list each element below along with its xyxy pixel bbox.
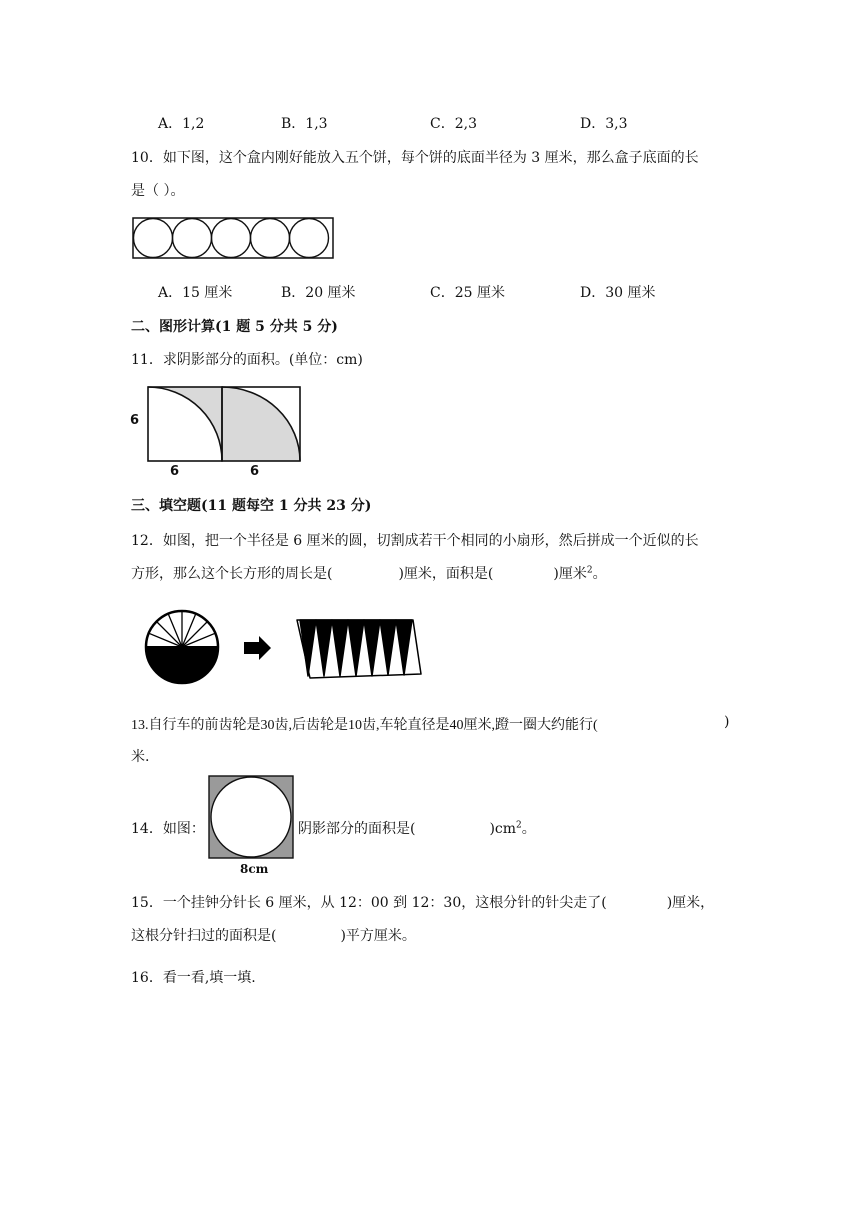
q11-shaded-figure <box>128 382 310 482</box>
q15-line1 <box>131 892 714 912</box>
q13-line2: 米. <box>131 749 150 765</box>
q9-option-a: A．1,2 <box>158 116 205 132</box>
q15-line2-a: 这根分针扫过的面积是( <box>131 928 277 944</box>
q15-line2-b: )平方厘米。 <box>340 928 416 944</box>
q12-line2-b: )厘米，面积是( <box>398 566 494 582</box>
q14-square-circle-figure <box>208 775 296 861</box>
q10-box-figure <box>130 215 336 261</box>
section3-title: 三、填空题(11 题每空 1 分共 23 分) <box>131 498 372 514</box>
q10-line1: 10．如下图，这个盒内刚好能放入五个饼，每个饼的底面半径为 3 厘米，那么盒子底面的长 <box>131 150 699 166</box>
q10-option-a: A．15 厘米 <box>158 285 233 301</box>
q11-label-bottom-right: 6 <box>250 464 260 479</box>
q10-option-b: B．20 厘米 <box>281 285 356 301</box>
q13-line1-a: 13.自行车的前齿轮是30齿,后齿轮是10齿,车轮直径是40厘米,蹬一圈大约能行( <box>131 718 598 733</box>
q14-prefix: 14．如图： <box>131 821 205 837</box>
q11-label-side: 6 <box>130 413 140 428</box>
q10-line2: 是（ ）。 <box>131 183 185 199</box>
section2-title: 二、图形计算(1 题 5 分共 5 分) <box>131 319 338 335</box>
q14-text-b: )cm <box>489 821 517 837</box>
q14-text-a: 阴影部分的面积是( <box>298 821 416 837</box>
q13-line1-b: ) <box>724 714 730 730</box>
q11-label-bottom-left: 6 <box>170 464 180 479</box>
q10-option-d: D．30 厘米 <box>580 285 656 301</box>
q11-text: 11．求阴影部分的面积。(单位：cm) <box>131 352 363 368</box>
q14-end: 。 <box>521 821 536 837</box>
q14-sup: 2 <box>516 820 522 831</box>
q12-line2-a: 方形，那么这个长方形的周长是( <box>131 566 333 582</box>
q14-text <box>298 818 536 838</box>
q12-line2-c: )厘米 <box>553 566 587 582</box>
q12-circle-to-rectangle-figure <box>140 608 430 688</box>
q9-option-c: C．2,3 <box>430 116 477 132</box>
q15-line1-b: )厘米， <box>666 895 715 911</box>
q15-line2 <box>131 925 416 945</box>
q16-text: 16．看一看,填一填. <box>131 970 256 986</box>
q12-line1: 12．如图，把一个半径是 6 厘米的圆，切割成若干个相同的小扇形，然后拼成一个近似的长 <box>131 533 699 549</box>
q9-option-b: B．1,3 <box>281 116 328 132</box>
q12-line2-sup: 2 <box>586 565 593 576</box>
q12-line2 <box>131 563 607 583</box>
q14-label: 8cm <box>240 862 269 876</box>
q15-line1-a: 15．一个挂钟分针长 6 厘米，从 12：00 到 12：30，这根分针的针尖走了( <box>131 895 607 911</box>
q9-option-d: D．3,3 <box>580 116 628 132</box>
q12-line2-end: 。 <box>592 566 607 582</box>
q10-option-c: C．25 厘米 <box>430 285 505 301</box>
